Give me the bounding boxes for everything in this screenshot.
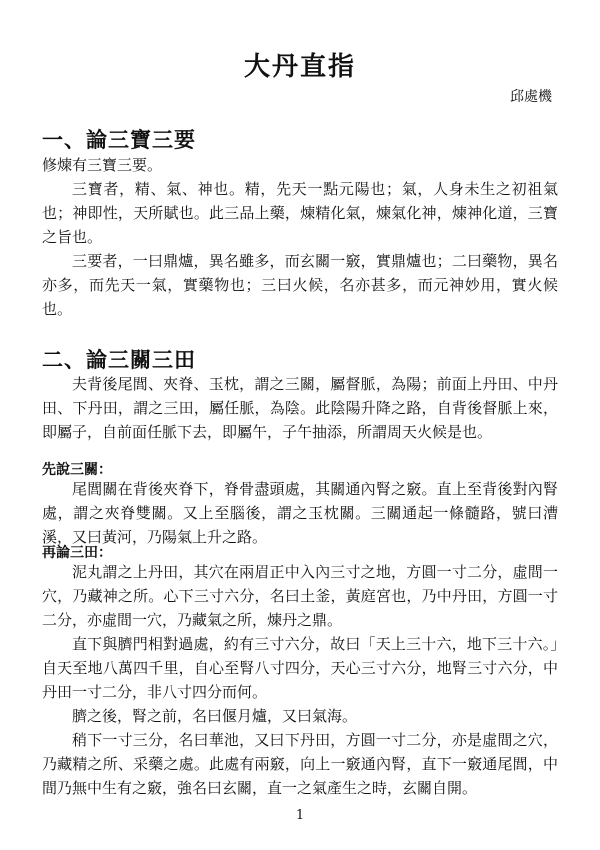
section-heading-2: 二、論三關三田 xyxy=(42,348,196,372)
paragraph: 泥丸謂之上丹田，其穴在兩眉正中入內三寸之地，方圓一寸二分，虛間一穴，乃藏神之所。心下三寸六分，名曰土釜，黃庭宮也，乃中丹田，方圓一寸二分，亦虛間一穴，乃藏氣之所，煉丹之鼎。 xyxy=(42,563,558,629)
document-title: 大丹直指 xyxy=(243,52,356,82)
paragraph: 稍下一寸三分，名曰華池，又曰下丹田，方圓一寸二分，亦是虛間之穴，乃藏精之所、采藥之處。此處有兩竅，向上一竅通內腎，直下一竅通尾閭，中間乃無中生有之竅，強名曰玄關，直一之氣產生之時，玄關自開。 xyxy=(42,731,558,797)
subheading-three-fields: 再論三田： xyxy=(42,545,112,561)
paragraph: 尾閭關在背後夾脊下，脊骨盡頭處，其關通內腎之竅。直上至背後對內腎處，謂之夾脊雙關。又上至腦後，謂之玉枕關。三關通起一條髓路，號曰漕溪，又曰黃河，乃陽氣上升之路。 xyxy=(42,480,558,546)
page-number: 1 xyxy=(295,808,305,823)
paragraph: 臍之後，腎之前，名曰偃月爐，又曰氣海。 xyxy=(72,707,358,725)
paragraph: 三寶者，精、氣、神也。精，先天一點元陽也；氣，人身未生之初祖氣也；神即性，天所賦也。此三品上藥，煉精化氣，煉氣化神，煉神化道，三寶之旨也。 xyxy=(42,180,558,246)
paragraph: 三要者，一曰鼎爐，異名雖多，而玄關一竅，實鼎爐也；二曰藥物，異名亦多，而先天一氣，實藥物也；三曰火候，名亦甚多，而元神妙用，實火候也。 xyxy=(42,252,558,318)
subheading-three-passes: 先說三關： xyxy=(42,462,112,478)
paragraph: 夫背後尾閭、夾脊、玉枕，謂之三關，屬督脈，為陽；前面上丹田、中丹田、下丹田，謂之三田，屬任脈，為陰。此陰陽升降之路，自背後督脈上來，即屬子，自前面任脈下去，即屬午，子午抽添，所謂周天火候是也。 xyxy=(42,375,558,441)
author-name: 邱處機 xyxy=(510,89,552,105)
section-heading-1: 一、論三寶三要 xyxy=(42,128,196,152)
paragraph: 修煉有三寶三要。 xyxy=(42,156,163,174)
paragraph: 直下與臍門相對過處，約有三寸六分，故曰「天上三十六，地下三十六。」自天至地八萬四千里，自心至腎八寸四分，天心三寸六分，地腎三寸六分，中丹田一寸二分，非八寸四分而何。 xyxy=(42,635,558,701)
